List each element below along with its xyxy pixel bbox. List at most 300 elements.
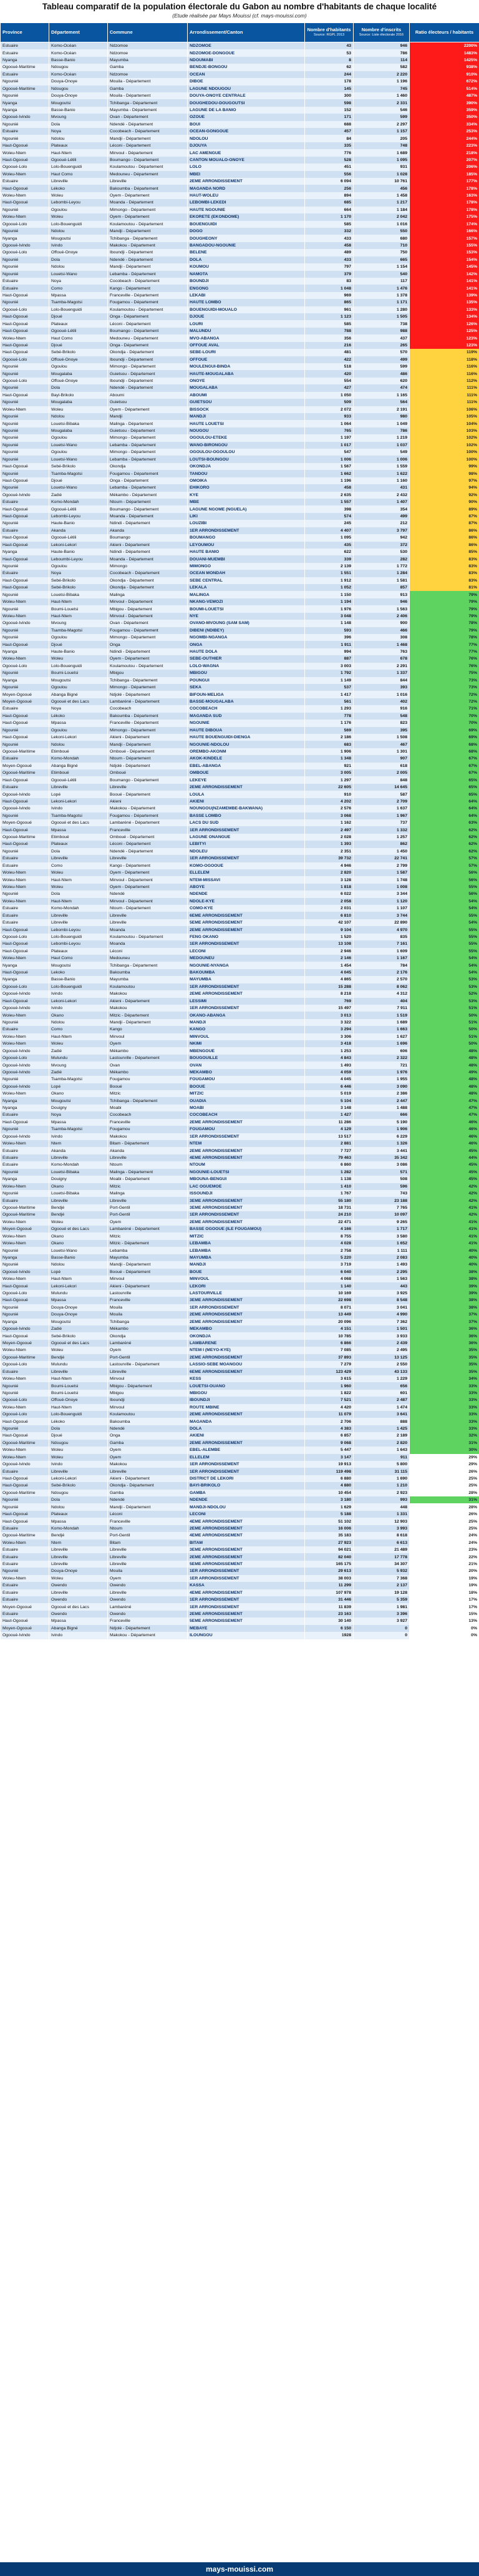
cell-arrondissement: NTOUM (188, 1161, 305, 1168)
cell-inscrits: 10 097 (354, 1211, 410, 1218)
table-row (1, 1261, 479, 1268)
cell-departement: Ndolou (49, 1019, 108, 1026)
cell-commune: Mimongo - Département (108, 207, 188, 213)
cell-departement: Sebé-Brikolo (49, 1482, 108, 1489)
cell-ratio: 163% (410, 192, 479, 199)
table-row (1, 755, 479, 762)
cell-province: Ogooué-Maritime (1, 1490, 49, 1496)
cell-habitants: 1 197 (305, 434, 354, 441)
cell-ratio: 54% (410, 962, 479, 968)
cell-habitants: 9 068 (305, 1440, 354, 1447)
cell-ratio: 134% (410, 313, 479, 320)
cell-habitants: 1 196 (305, 477, 354, 484)
cell-commune: Oyem (108, 1219, 188, 1226)
cell-commune: Tchibanga (108, 1319, 188, 1325)
cell-inscrits: 888 (354, 1418, 410, 1425)
cell-commune: Lebamba - Département (108, 442, 188, 449)
cell-departement: Lebombi-Leyou (49, 513, 108, 520)
cell-ratio: 62% (410, 848, 479, 855)
cell-ratio: 253% (410, 128, 479, 135)
cell-departement: Lolo-Bouenguidi (49, 163, 108, 170)
cell-inscrits: 1 217 (354, 199, 410, 206)
cell-commune: Iboundji (108, 1397, 188, 1403)
cell-commune: Mayumba - Département (108, 107, 188, 114)
cell-inscrits: 402 (354, 698, 410, 705)
cell-habitants: 7 279 (305, 1361, 354, 1368)
cell-habitants: 7 727 (305, 1147, 354, 1154)
cell-ratio: 35% (410, 1361, 479, 1368)
cell-commune: Booué (108, 1083, 188, 1090)
cell-ratio: 54% (410, 898, 479, 905)
cell-commune: Port-Gentil (108, 1204, 188, 1211)
cell-arrondissement: LEKORI (188, 1282, 305, 1289)
cell-habitants: 3 003 (305, 663, 354, 670)
cell-arrondissement: 6EME ARRONDISSEMENT (188, 912, 305, 919)
cell-ratio: 28% (410, 1490, 479, 1496)
table-row (1, 1226, 479, 1232)
cell-departement: Haut-Ntem (49, 876, 108, 883)
cell-commune: Mandji - Département (108, 1503, 188, 1510)
table-row (1, 1219, 479, 1226)
cell-ratio: 48% (410, 1076, 479, 1083)
cell-habitants: 4 865 (305, 976, 354, 983)
cell-arrondissement: MANDJI (188, 1261, 305, 1268)
cell-commune: Tchibanga - Département (108, 962, 188, 968)
cell-departement: Lolo-Bouenguidi (49, 983, 108, 990)
cell-arrondissement: KOMO-OGOOUE (188, 862, 305, 869)
cell-habitants: 4 045 (305, 969, 354, 976)
cell-arrondissement: 3EME ARRONDISSEMENT (188, 1546, 305, 1553)
cell-commune: Minvoul (108, 1404, 188, 1411)
cell-habitants: 5 019 (305, 1090, 354, 1097)
cell-province: Ngounié (1, 449, 49, 456)
cell-arrondissement: NDOLE-KYE (188, 898, 305, 905)
cell-ratio: 78% (410, 620, 479, 627)
cell-inscrits: 1 622 (354, 470, 410, 477)
cell-habitants: 1 095 (305, 534, 354, 541)
cell-commune: Mitzic - Département (108, 1012, 188, 1018)
cell-habitants: 2 706 (305, 1418, 354, 1425)
cell-departement: Woleu (49, 1347, 108, 1354)
cell-ratio: 47% (410, 1105, 479, 1111)
cell-departement: Komo-Mondah (49, 905, 108, 912)
table-row (1, 1603, 479, 1610)
cell-departement: Haut-Ntem (49, 1404, 108, 1411)
cell-habitants: 1 417 (305, 691, 354, 698)
cell-habitants: 574 (305, 513, 354, 520)
cell-departement: Ndougou (49, 1490, 108, 1496)
cell-departement: Abanga Bigné (49, 763, 108, 769)
cell-arrondissement: SEKA (188, 684, 305, 691)
cell-ratio: 100% (410, 456, 479, 462)
table-row (1, 1247, 479, 1254)
cell-commune: Léconi - Département (108, 841, 188, 847)
cell-ratio: 56% (410, 876, 479, 883)
cell-ratio: 76% (410, 655, 479, 662)
cell-habitants: 83 (305, 278, 354, 285)
table-row (1, 1440, 479, 1447)
cell-inscrits: 456 (354, 185, 410, 192)
table-row (1, 392, 479, 399)
cell-departement: Como (49, 285, 108, 291)
cell-inscrits: 22 890 (354, 919, 410, 926)
table-row (1, 505, 479, 512)
cell-province: Woleu-Ntem (1, 192, 49, 199)
cell-arrondissement: OCEAN MONDAH (188, 570, 305, 577)
cell-ratio: 81% (410, 584, 479, 591)
cell-inscrits: 22 741 (354, 855, 410, 862)
cell-province: Woleu-Ntem (1, 1404, 49, 1411)
cell-departement: Louetsi-Bibaka (49, 1169, 108, 1176)
cell-habitants: 13 517 (305, 1133, 354, 1140)
cell-ratio: 50% (410, 1040, 479, 1047)
cell-province: Estuaire (1, 49, 49, 56)
cell-ratio: 672% (410, 78, 479, 85)
cell-ratio: 33% (410, 1425, 479, 1432)
cell-commune: Okondja (108, 463, 188, 470)
cell-province: Ngounié (1, 399, 49, 406)
cell-province: Haut-Ogooué (1, 463, 49, 470)
cell-arrondissement: MINVOUL (188, 1276, 305, 1282)
cell-commune: Léconi (108, 1511, 188, 1518)
table-row (1, 285, 479, 291)
cell-arrondissement: GUIETSOU (188, 399, 305, 406)
cell-ratio: 47% (410, 1097, 479, 1104)
cell-arrondissement: BENDJE-BONGOU (188, 64, 305, 71)
habitants-label: Nombre d'habitants (307, 26, 351, 32)
cell-ratio: 65% (410, 784, 479, 791)
cell-ratio: 62% (410, 826, 479, 833)
cell-commune: Okondja - Département (108, 1482, 188, 1489)
cell-ratio: 54% (410, 955, 479, 962)
cell-habitants: 1 138 (305, 1176, 354, 1183)
table-row (1, 1582, 479, 1589)
cell-arrondissement: NOUNGOU(NZAMEMBE-BAKWANA) (188, 805, 305, 812)
cell-ratio: 390% (410, 99, 479, 106)
cell-ratio: 55% (410, 926, 479, 933)
cell-ratio: 55% (410, 912, 479, 919)
table-row (1, 1211, 479, 1218)
table-row (1, 442, 479, 449)
cell-ratio: 17% (410, 1596, 479, 1603)
cell-inscrits: 5 800 (354, 1461, 410, 1468)
cell-arrondissement: MITZIC (188, 1232, 305, 1239)
cell-province: Woleu-Ntem (1, 1232, 49, 1239)
cell-province: Ngounié (1, 470, 49, 477)
cell-province: Moyen-Ogooué (1, 1226, 49, 1232)
cell-departement: Libreville (49, 784, 108, 791)
cell-province: Ogooué-Maritime (1, 1532, 49, 1539)
cell-ratio: 55% (410, 934, 479, 940)
cell-inscrits: 1 696 (354, 1040, 410, 1047)
cell-province: Haut-Ogooué (1, 1432, 49, 1439)
cell-province: Ogooué-Maritime (1, 748, 49, 755)
cell-ratio: 23% (410, 1546, 479, 1553)
cell-ratio: 514% (410, 85, 479, 92)
cell-arrondissement: OUADIA (188, 1097, 305, 1104)
table-row (1, 1061, 479, 1068)
cell-commune: Ovan - Département (108, 620, 188, 627)
cell-ratio: 15% (410, 1611, 479, 1617)
cell-arrondissement: MEBAYE (188, 1625, 305, 1632)
cell-arrondissement: LEBAMBA (188, 1240, 305, 1247)
cell-departement: Como (49, 862, 108, 869)
cell-commune: Omboué - Département (108, 834, 188, 841)
table-row (1, 1154, 479, 1161)
table-row (1, 634, 479, 641)
cell-inscrits: 946 (354, 598, 410, 605)
cell-commune: Libreville (108, 1468, 188, 1475)
cell-inscrits: 7 765 (354, 1204, 410, 1211)
cell-ratio: 46% (410, 1126, 479, 1133)
cell-arrondissement: LACS DU SUD (188, 819, 305, 826)
cell-inscrits: 17 778 (354, 1553, 410, 1560)
cell-ratio: 79% (410, 605, 479, 612)
cell-departement: Sebé-Brikolo (49, 349, 108, 356)
cell-commune: Lambaréné (108, 1340, 188, 1347)
cell-departement: Lebombi-Leyou (49, 940, 108, 947)
cell-habitants: 3 418 (305, 1040, 354, 1047)
cell-habitants: 427 (305, 384, 354, 391)
cell-inscrits: 786 (354, 427, 410, 434)
table-row (1, 1361, 479, 1368)
table-row (1, 349, 479, 356)
cell-arrondissement: KESS (188, 1375, 305, 1382)
cell-habitants: 1 282 (305, 1169, 354, 1176)
cell-commune: Bakoumba - Département (108, 713, 188, 720)
cell-ratio: 20% (410, 1568, 479, 1574)
cell-province: Ogooué-Ivindo (1, 1325, 49, 1332)
cell-ratio: 126% (410, 320, 479, 327)
cell-habitants: 2 146 (305, 955, 354, 962)
cell-commune: Franceville (108, 1297, 188, 1304)
cell-inscrits: 1 425 (354, 1425, 410, 1432)
cell-inscrits: 1 111 (354, 1247, 410, 1254)
cell-province: Ngounié (1, 427, 49, 434)
cell-inscrits: 2 820 (354, 1440, 410, 1447)
cell-arrondissement: NYE (188, 613, 305, 620)
cell-arrondissement: MEKAMBO (188, 1069, 305, 1076)
cell-arrondissement: MBIGOU (188, 1390, 305, 1397)
table-row (1, 1190, 479, 1197)
table-row (1, 1311, 479, 1318)
table-row (1, 192, 479, 199)
cell-province: Ngounié (1, 1390, 49, 1397)
cell-departement: Sebé-Brikolo (49, 463, 108, 470)
cell-commune: Minvoul - Département (108, 598, 188, 605)
cell-arrondissement: ONOYE (188, 378, 305, 384)
cell-habitants: 8 (305, 57, 354, 64)
cell-inscrits: 2 406 (354, 613, 410, 620)
table-row (1, 1176, 479, 1183)
cell-ratio: 45% (410, 1147, 479, 1154)
cell-inscrits: 993 (354, 1496, 410, 1503)
table-row (1, 1047, 479, 1054)
cell-inscrits: 5 190 (354, 1119, 410, 1126)
cell-province: Haut-Ogooué (1, 940, 49, 947)
cell-habitants: 94 021 (305, 1546, 354, 1553)
cell-inscrits: 665 (354, 256, 410, 263)
table-row (1, 819, 479, 826)
table-row (1, 107, 479, 114)
cell-province: Estuaire (1, 1561, 49, 1568)
cell-departement: Noya (49, 278, 108, 285)
cell-departement: Dola (49, 890, 108, 897)
cell-arrondissement: NGOUNIE-NYANGA (188, 962, 305, 968)
cell-commune: Mayumba (108, 57, 188, 64)
cell-province: Nyanga (1, 1254, 49, 1261)
table-row (1, 1147, 479, 1154)
table-row (1, 563, 479, 570)
cell-departement: Zadié (49, 1325, 108, 1332)
cell-ratio: 178% (410, 207, 479, 213)
cell-habitants: 216 (305, 342, 354, 349)
cell-province: Haut-Ogooué (1, 313, 49, 320)
cell-departement: Mpassa (49, 1518, 108, 1525)
cell-arrondissement: FENG OKANO (188, 934, 305, 940)
cell-departement: Mougoutsi (49, 962, 108, 968)
table-row (1, 1204, 479, 1211)
cell-commune: Ndendé - Département (108, 121, 188, 128)
cell-province: Ngounié (1, 741, 49, 748)
cell-ratio: 75% (410, 670, 479, 676)
cell-departement: Louetsi-Wano (49, 271, 108, 278)
cell-ratio: 40% (410, 1247, 479, 1254)
cell-arrondissement: DISTRICT DE LEKORI (188, 1475, 305, 1482)
cell-province: Ngounié (1, 420, 49, 427)
cell-commune: Ndendé (108, 890, 188, 897)
cell-departement: Lolo-Bouenguidi (49, 663, 108, 670)
cell-ratio: 42% (410, 1211, 479, 1218)
cell-province: Haut-Ogooué (1, 798, 49, 805)
table-row (1, 776, 479, 783)
table-row (1, 1019, 479, 1026)
cell-inscrits: 540 (354, 271, 410, 278)
cell-province: Estuaire (1, 855, 49, 862)
table-row (1, 1511, 479, 1518)
cell-commune: Léconi (108, 948, 188, 955)
table-row (1, 299, 479, 306)
cell-ratio: 79% (410, 598, 479, 605)
cell-inscrits: 31 115 (354, 1468, 410, 1475)
cell-province: Ngounié (1, 456, 49, 462)
cell-habitants: 5 447 (305, 1447, 354, 1453)
cell-inscrits: 2 295 (354, 1269, 410, 1276)
cell-inscrits: 1 460 (354, 92, 410, 99)
cell-arrondissement: IBOUNDJI (188, 1397, 305, 1403)
cell-inscrits: 431 (354, 484, 410, 491)
cell-ratio: 45% (410, 1176, 479, 1183)
cell-arrondissement: SEBE-OUTHIER (188, 655, 305, 662)
cell-commune: Mbigou - Département (108, 605, 188, 612)
cell-commune: Onga - Département (108, 477, 188, 484)
table-row (1, 1447, 479, 1453)
cell-province: Ogooué-Lolo (1, 1397, 49, 1403)
cell-ratio: 51% (410, 1019, 479, 1026)
table-row (1, 534, 479, 541)
cell-arrondissement: 1ER ARRONDISSEMENT (188, 855, 305, 862)
cell-commune: Cocobeach (108, 1111, 188, 1118)
cell-inscrits: 2 487 (354, 1397, 410, 1403)
cell-province: Ngounié (1, 1190, 49, 1197)
cell-province: Nyanga (1, 1176, 49, 1183)
cell-commune: Ndjolé - Département (108, 691, 188, 698)
cell-habitants: 5 188 (305, 1511, 354, 1518)
cell-arrondissement: NTEM-MISSAVI (188, 876, 305, 883)
cell-habitants: 537 (305, 684, 354, 691)
cell-commune: Ndzomoe (108, 42, 188, 50)
cell-province: Haut-Ogooué (1, 328, 49, 334)
cell-habitants: 1 017 (305, 442, 354, 449)
table-row (1, 1197, 479, 1204)
cell-commune: Akanda (108, 1147, 188, 1154)
cell-habitants: 62 (305, 64, 354, 71)
cell-habitants: 1 567 (305, 463, 354, 470)
table-row (1, 1375, 479, 1382)
cell-habitants: 2 058 (305, 898, 354, 905)
cell-province: Estuaire (1, 1147, 49, 1154)
table-row (1, 955, 479, 962)
cell-inscrits: 2 331 (354, 99, 410, 106)
cell-ratio: 53% (410, 998, 479, 1005)
cell-commune: Mbigou (108, 670, 188, 676)
cell-arrondissement: NTEM I (MEYO-KYE) (188, 1347, 305, 1354)
cell-departement: Tsamba-Magotsi (49, 299, 108, 306)
cell-commune: Libreville (108, 1154, 188, 1161)
cell-inscrits: 2 042 (354, 213, 410, 220)
cell-arrondissement: DOGO (188, 228, 305, 235)
cell-commune: Mandji - Département (108, 1261, 188, 1268)
cell-commune: Ndindi - Département (108, 520, 188, 527)
cell-province: Ngounié (1, 363, 49, 370)
cell-inscrits: 1 772 (354, 563, 410, 570)
cell-province: Haut-Ogooué (1, 577, 49, 584)
cell-province: Estuaire (1, 784, 49, 791)
table-row (1, 1297, 479, 1304)
population-table (0, 22, 479, 1639)
cell-departement: Basse-Banio (49, 107, 108, 114)
table-row (1, 328, 479, 334)
cell-arrondissement: BOUE (188, 1269, 305, 1276)
cell-departement: Tsamba-Magotsi (49, 1126, 108, 1133)
table-row (1, 734, 479, 741)
cell-arrondissement: HAUTE LOUETSI (188, 420, 305, 427)
cell-departement: Louetsi-Wano (49, 456, 108, 462)
table-row (1, 1304, 479, 1311)
cell-province: Ngounié (1, 207, 49, 213)
cell-province: Haut-Ogooué (1, 542, 49, 549)
cell-ratio: 98% (410, 470, 479, 477)
cell-inscrits: 7 161 (354, 940, 410, 947)
cell-commune: Boumango - Département (108, 505, 188, 512)
cell-commune: Boumango - Département (108, 328, 188, 334)
table-row (1, 1382, 479, 1389)
cell-inscrits: 19 128 (354, 1589, 410, 1596)
cell-commune: Akieni (108, 798, 188, 805)
cell-province: Haut-Ogooué (1, 392, 49, 399)
cell-ratio: 1425% (410, 57, 479, 64)
table-row (1, 1568, 479, 1574)
table-row (1, 121, 479, 128)
cell-ratio: 350% (410, 114, 479, 120)
cell-ratio: 39% (410, 1290, 479, 1297)
cell-departement: Boumi-Louetsi (49, 1390, 108, 1397)
cell-province: Estuaire (1, 705, 49, 712)
cell-habitants: 1 818 (305, 884, 354, 890)
cell-ratio: 70% (410, 713, 479, 720)
cell-habitants: 585 (305, 320, 354, 327)
table-row (1, 463, 479, 470)
